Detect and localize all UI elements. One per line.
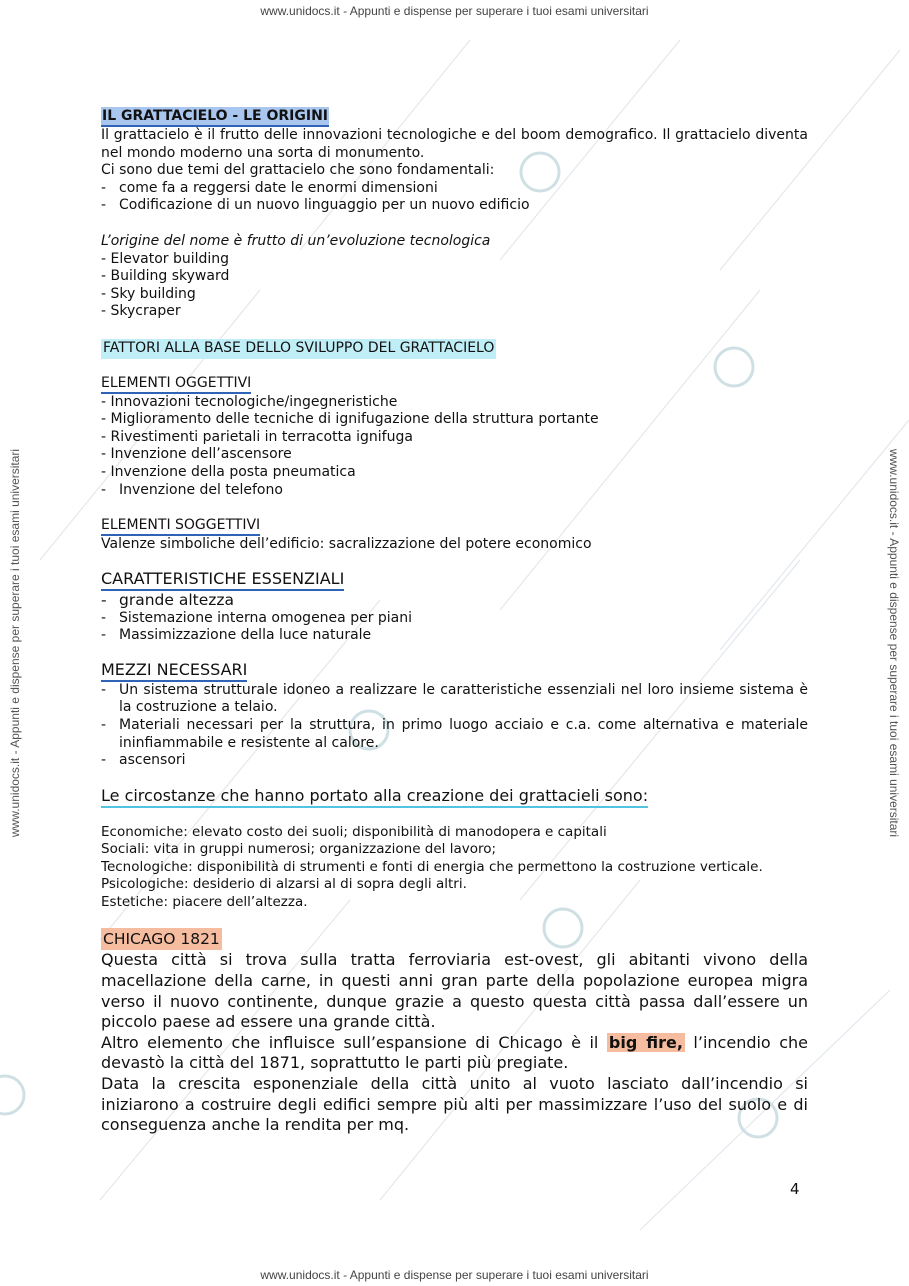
heading-caratteristiche: CARATTERISTICHE ESSENZIALI (101, 569, 344, 591)
list-item: Sociali: vita in gruppi numerosi; organizzazione del lavoro; (101, 841, 497, 858)
document-body (101, 107, 808, 1136)
list-item: - Invenzione dell’ascensore (101, 446, 292, 463)
list-item: - Elevator building (101, 250, 230, 267)
heading-chicago: CHICAGO 1821 (103, 930, 220, 949)
highlight-big-fire: big fire, (608, 1032, 683, 1052)
watermark-right: www.unidocs.it - Appunti e dispense per superare i tuoi esami universitari (887, 448, 901, 838)
heading-elementi-soggettivi: ELEMENTI SOGGETTIVI (101, 516, 260, 536)
list-item: - Massimizzazione della luce naturale (101, 627, 372, 644)
list-item: - Rivestimenti parietali in terracotta ignifuga (101, 428, 413, 445)
paragraph-temi: Ci sono due temi del grattacielo che sono fondamentali: (101, 162, 495, 179)
heading-circostanze: Le circostanze che hanno portato alla creazione dei grattacieli sono: (101, 786, 648, 808)
list-item: - Materiali necessari per la struttura, in primo luogo acciaio e c.a. come alternativa e materiale ininfiammabile e resistente al calore. (101, 717, 808, 751)
heading-origini: IL GRATTACIELO - LE ORIGINI (101, 107, 329, 127)
list-item: - grande altezza (101, 590, 235, 609)
paragraph-chicago-1: Questa città si trova sulla tratta ferroviaria est-ovest, gli abitanti vivono della macellazione della carne, in questi anni gran parte della popolazione europea migra verso il nuovo continente, dunque grazie a questo questa città passa dall’essere un piccolo paese ad essere una grande città. (101, 950, 808, 1032)
list-item: - ascensori (101, 752, 186, 769)
heading-mezzi: MEZZI NECESSARI (101, 660, 247, 682)
watermark-top: www.unidocs.it - Appunti e dispense per superare i tuoi esami universitari (260, 4, 649, 18)
italic-nome: L’origine del nome è frutto di un’evoluzione tecnologica (101, 232, 491, 249)
paragraph-intro: Il grattacielo è il frutto delle innovazioni tecnologiche e del boom demografico. Il grattacielo diventa nel mondo moderno una sorta di monumento. (101, 127, 808, 161)
heading-fattori: FATTORI ALLA BASE DELLO SVILUPPO DEL GRATTACIELO (101, 339, 496, 359)
paragraph-chicago-3: Data la crescita esponenziale della città unito al vuoto lasciato dall’incendio si iniziarono a costruire degli edifici sempre più alti per massimizzare l’uso del suolo e di conseguenza anche la rendita per mq. (101, 1073, 808, 1135)
list-item: - Sky building (101, 285, 196, 302)
list-item: - Codificazione di un nuovo linguaggio per un nuovo edificio (101, 197, 530, 214)
list-item: - come fa a reggersi date le enormi dimensioni (101, 179, 438, 196)
list-item: - Invenzione della posta pneumatica (101, 463, 356, 480)
list-item: - Innovazioni tecnologiche/ingegneristiche (101, 393, 398, 410)
heading-elementi-oggettivi: ELEMENTI OGGETTIVI (101, 374, 251, 394)
list-item: Tecnologiche: disponibilità di strumenti e fonti di energia che permettono la costruzione verticale. (101, 858, 763, 875)
list-item: - Invenzione del telefono (101, 481, 283, 498)
page-number: 4 (790, 1180, 800, 1198)
list-item: Economiche: elevato costo dei suoli; disponibilità di manodopera e capitali (101, 823, 607, 840)
list-item: - Skycraper (101, 303, 181, 320)
watermark-bottom: www.unidocs.it - Appunti e dispense per superare i tuoi esami universitari (260, 1268, 649, 1282)
list-item: - Un sistema strutturale idoneo a realizzare le caratteristiche essenziali nel loro insieme sistema è la costruzione a telaio. (101, 681, 808, 716)
paragraph-soggettivi: Valenze simboliche dell’edificio: sacralizzazione del potere economico (101, 536, 592, 553)
list-item: Psicologiche: desiderio di alzarsi al di sopra degli altri. (101, 876, 467, 893)
watermark-left: www.unidocs.it - Appunti e dispense per superare i tuoi esami universitari (8, 448, 22, 838)
list-item: Estetiche: piacere dell’altezza. (101, 893, 308, 910)
paragraph-chicago-2: Altro elemento che influisce sull’espansione di Chicago è il big fire, l’incendio che devastò la città del 1871, soprattutto le parti più pregiate. (101, 1032, 809, 1073)
list-item: - Miglioramento delle tecniche di ignifugazione della struttura portante (101, 411, 599, 428)
list-item: - Sistemazione interna omogenea per piani (101, 609, 413, 626)
list-item: - Building skyward (101, 268, 230, 285)
